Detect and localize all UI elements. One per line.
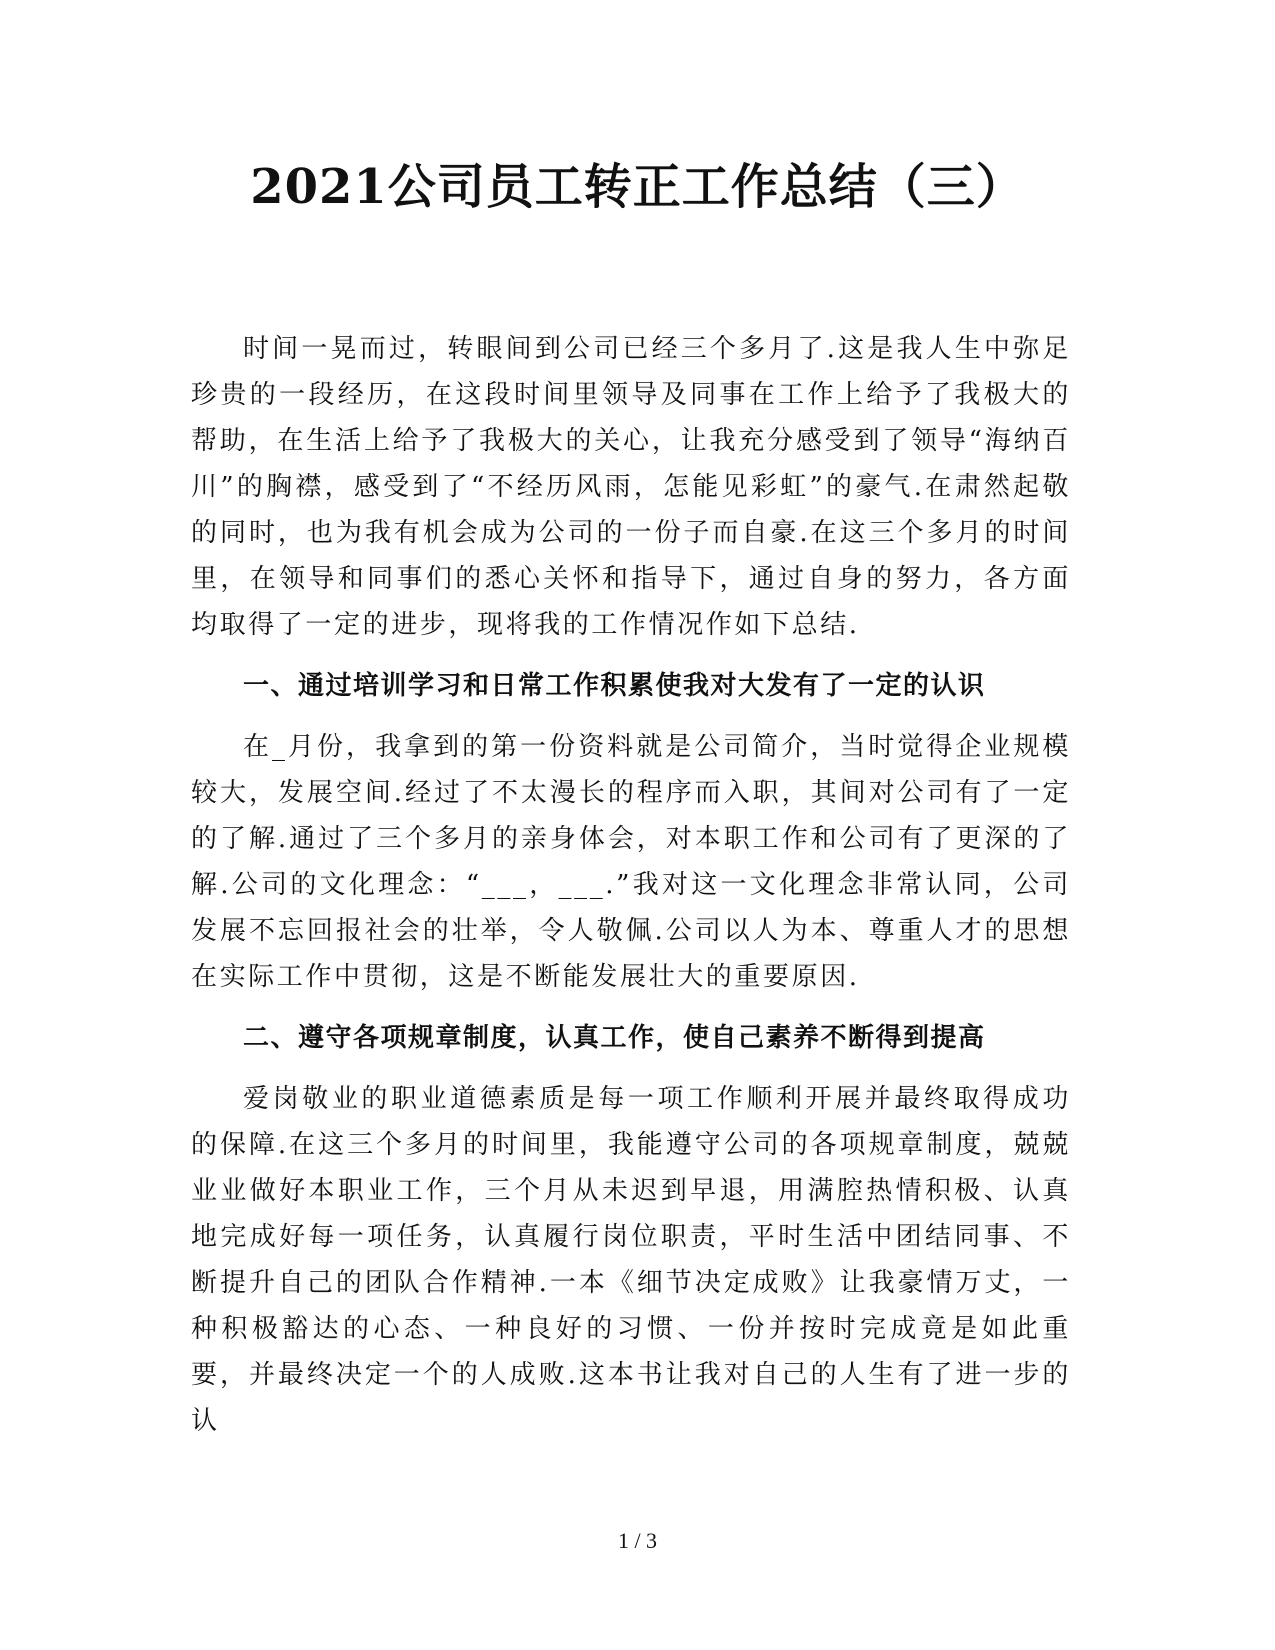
paragraph-intro: 时间一晃而过，转眼间到公司已经三个多月了.这是我人生中弥足珍贵的一段经历，在这段时间里领导及同事在工作上给予了我极大的帮助，在生活上给予了我极大的关心，让我充分感受到了领导“海纳百川”的胸襟，感受到了“不经历风雨，怎能见彩虹”的豪气.在肃然起敬的同时，也为我有机会成为公司的一份子而自豪.在这三个多月的时间里，在领导和同事们的悉心关怀和指导下，通过自身的努力，各方面均取得了一定的进步，现将我的工作情况作如下总结. xyxy=(191,334,1071,640)
section-heading-1: 一、通过培训学习和日常工作积累使我对大发有了一定的认识 xyxy=(243,671,986,701)
paragraph-section-2: 爱岗敬业的职业道德素质是每一项工作顺利开展并最终取得成功的保障.在这三个多月的时间里，我能遵守公司的各项规章制度，兢兢业业做好本职业工作，三个月从未迟到早退，用满腔热情积极、认真地完成好每一项任务，认真履行岗位职责，平时生活中团结同事、不断提升自己的团队合作精神.一本《细节决定成败》让我豪情万丈，一种积极豁达的心态、一种良好的习惯、一份并按时完成竟是如此重要，并最终决定一个的人成败.这本书让我对自己的人生有了进一步的认 xyxy=(191,1084,1071,1436)
section-heading-2: 二、遵守各项规章制度，认真工作，使自己素养不断得到提高 xyxy=(243,1023,986,1053)
paragraph-section-1: 在_月份，我拿到的第一份资料就是公司简介，当时觉得企业规模较大，发展空间.经过了不太漫长的程序而入职，其间对公司有了一定的了解.通过了三个多月的亲身体会，对本职工作和公司有了更深的了解.公司的文化理念：“___，___.”我对这一文化理念非常认同，公司发展不忘回报社会的壮举，令人敬佩.公司以人为本、尊重人才的思想在实际工作中贯彻，这是不断能发展壮大的重要原因. xyxy=(191,732,1071,992)
document-body xyxy=(191,326,1071,1444)
document-title: 2021公司员工转正工作总结（三） xyxy=(250,159,1025,215)
page-number: 1 / 3 xyxy=(617,1528,658,1553)
